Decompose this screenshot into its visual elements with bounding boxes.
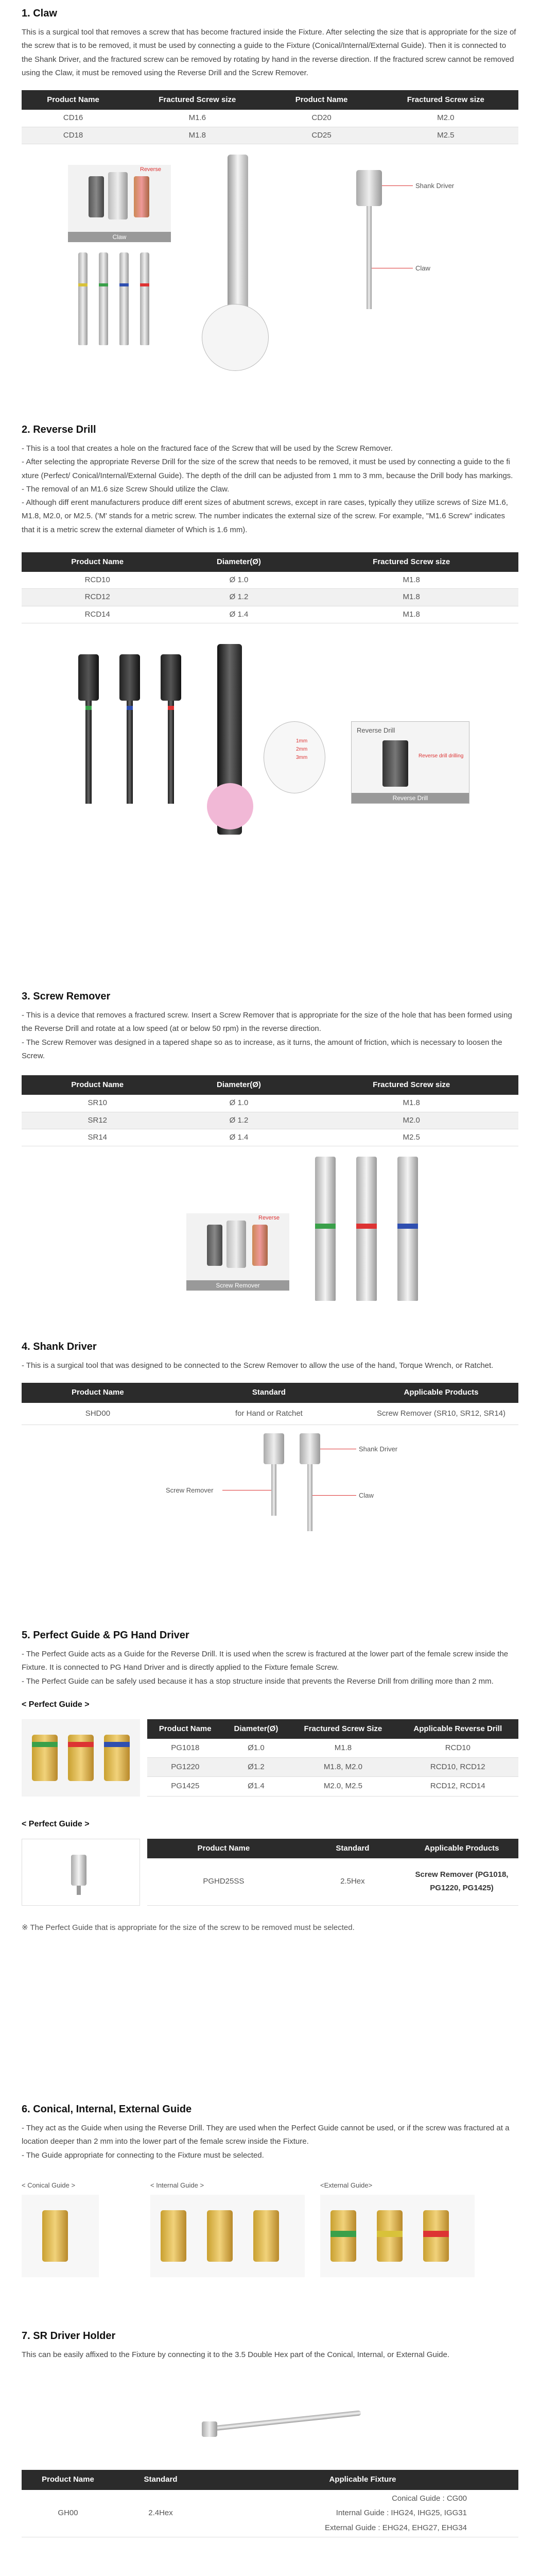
external-guide — [320, 2180, 490, 2277]
cell: Ø 1.0 — [173, 1095, 305, 1112]
cell: M1.8 — [304, 606, 518, 623]
cell: M1.8 — [304, 589, 518, 606]
th-standard: Standard — [174, 1383, 364, 1402]
cell: RCD12 — [22, 589, 173, 606]
drilling-box — [351, 721, 469, 804]
cell: Ø1.0 — [223, 1739, 289, 1758]
reverse-drill-label: Reverse Drill — [357, 726, 395, 734]
cell: Ø 1.0 — [173, 572, 305, 589]
th-fractured-size: Fractured Screw size — [125, 90, 270, 110]
th-applicable-fixture: Applicable Fixture — [207, 2470, 518, 2489]
th-diameter: Diameter(Ø) — [173, 1075, 305, 1095]
reverse-drill-table — [22, 552, 518, 623]
cell: Ø 1.4 — [173, 606, 305, 623]
perfect-guide-image — [22, 1719, 140, 1797]
cell: M2.0 — [373, 110, 518, 127]
cell — [207, 2490, 518, 2537]
external-guide-label: <External Guide> — [320, 2181, 373, 2189]
guides-para: - The Guide appropriate for connecting to the Fixture must be selected. — [22, 2150, 264, 2160]
shank-driver-description: - This is a surgical tool that was designed to be connected to the Screw Remover to allow the use of the hand, Torque Wrench, or Ratchet. — [22, 1361, 494, 1370]
th-fractured-size: Fractured Screw size — [373, 90, 518, 110]
claw-pins — [73, 252, 166, 355]
cell: M1.8, M2.0 — [289, 1758, 397, 1777]
cell: CD25 — [270, 127, 373, 144]
claw-label: Claw — [415, 264, 430, 272]
claw-description: This is a surgical tool that removes a screw that has become fractured inside the Fixture. After selecting the size that is appropriate for the size of the screw that is to be removed, it must be used by connecting a guide to the Fixture (Conical/Internal/External Guide). Then it is connected to the Shank Driver, and the fractured screw can be removed by rotating by hand in the reverse direction. If the fractured screw cannot be removed using the Claw, it must be removed using the Reverse Drill and the Screw Remover. — [22, 28, 516, 77]
cell: 2.4Hex — [114, 2490, 207, 2537]
th-fractured-size: Fractured Screw Size — [289, 1719, 397, 1739]
shank-driver-label: Shank Driver — [359, 1445, 398, 1453]
sr-holder-section — [22, 2329, 518, 2576]
drilling-label: Reverse drill drilling — [419, 753, 464, 759]
internal-guide-label: < Internal Guide > — [150, 2181, 204, 2189]
th-product-name: Product Name — [147, 1719, 223, 1739]
reverse-label: Reverse — [140, 166, 161, 173]
shank-driver-table — [22, 1383, 518, 1425]
cell: Screw Remover (PG1018, PG1220, PG1425) — [405, 1858, 518, 1905]
table-row — [22, 1129, 518, 1146]
fixture-image — [68, 165, 171, 232]
claw-shank-image — [356, 170, 382, 206]
cell: RCD12, RCD14 — [397, 1777, 518, 1796]
internal-guide — [150, 2180, 320, 2277]
table-row — [22, 2490, 518, 2537]
table-row — [147, 1739, 518, 1758]
th-product-name: Product Name — [270, 90, 373, 110]
th-diameter: Diameter(Ø) — [173, 552, 305, 572]
cell: SR12 — [22, 1112, 173, 1129]
shank-driver-illustration — [22, 1433, 518, 1562]
cell: 2.5Hex — [300, 1858, 405, 1905]
cell: PG1220 — [147, 1758, 223, 1777]
cell: Ø 1.2 — [173, 589, 305, 606]
screw-remover-section — [22, 989, 518, 1340]
screw-remover-illustration — [22, 1157, 518, 1311]
th-product-name: Product Name — [147, 1839, 300, 1858]
perfect-guide-para: - The Perfect Guide acts as a Guide for the Reverse Drill. It is used when the screw is fractured at the lower part of the female screw inside the Fixture. It is connected to PG Hand Driver and is directly applied to the Fixture female Screw. — [22, 1650, 509, 1672]
cell: Ø 1.4 — [173, 1129, 305, 1146]
cell: Ø1.4 — [223, 1777, 289, 1796]
th-standard: Standard — [114, 2470, 207, 2489]
cell: M2.5 — [373, 127, 518, 144]
cell: M2.0 — [304, 1112, 518, 1129]
drill-marks: 1mm 2mm 3mm — [296, 738, 308, 760]
remover-caption: Screw Remover — [186, 1280, 289, 1291]
sr-holder-table — [22, 2470, 518, 2537]
reverse-drill-para: - The removal of an M1.6 size Screw Should utilize the Claw. — [22, 484, 230, 494]
perfect-guide-subtitle: < Perfect Guide > — [22, 1819, 90, 1828]
conical-guide-label: < Conical Guide > — [22, 2181, 76, 2189]
section-title: 5. Perfect Guide & PG Hand Driver — [22, 1630, 189, 1641]
zoom-circle-pink — [207, 783, 253, 829]
guides-para: - They act as the Guide when using the Reverse Drill. They are used when the Perfect Guide cannot be used, or if the screw was fractured at a location deeper than 2 mm into the lower part of the female screw inside the Fixture. — [22, 2124, 510, 2146]
shank-driver-section — [22, 1340, 518, 1628]
cell: RCD10, RCD12 — [397, 1758, 518, 1777]
reverse-drill-para: - Although diff erent manufacturers produce diff erent sizes of abutment screws, except in rare cases, typically they utilize screws of Size M1.6, M1.8, M2.0, or M2.5. ('M' stands for a metric screw. The number indicates the external size of the screw. For example, "M1.6 Screw" indicates that it is a metric screw the external diameter of Which is 1.6 mm). — [22, 498, 508, 534]
section-title: 7. SR Driver Holder — [22, 2330, 116, 2342]
cell: SR10 — [22, 1095, 173, 1112]
th-fractured-size: Fractured Screw size — [304, 1075, 518, 1095]
table-row — [147, 1777, 518, 1796]
table-row — [22, 127, 518, 144]
cell: M1.8 — [289, 1739, 397, 1758]
reverse-drill-illustration — [22, 644, 518, 860]
perfect-guide-para: - The Perfect Guide can be safely used because it has a stop structure inside that prevents the Reverse Drill from drilling more than 2 mm. — [22, 1676, 494, 1686]
th-fractured-size: Fractured Screw size — [304, 552, 518, 572]
th-applicable: Applicable Products — [405, 1839, 518, 1858]
th-product-name: Product Name — [22, 1383, 174, 1402]
perfect-guide-section — [22, 1628, 518, 2102]
claw-label: Claw — [359, 1491, 374, 1499]
cell: CD16 — [22, 110, 125, 127]
table-row — [22, 1112, 518, 1129]
guides-section — [22, 2102, 518, 2329]
cell: PG1425 — [147, 1777, 223, 1796]
cell: RCD10 — [22, 572, 173, 589]
th-applicable: Applicable Products — [364, 1383, 518, 1402]
cell: Ø 1.2 — [173, 1112, 305, 1129]
cell: M1.6 — [125, 110, 270, 127]
reverse-drill-para: - After selecting the appropriate Reverse Drill for the size of the screw that needs to be removed, it must be used by connecting a guide to the fi xture (Perfect/ Conical/Internal/External Guide). The depth of the drill can be adjusted from 1 mm to 3 mm, because the Drill body has markings. — [22, 457, 513, 480]
fixture-line: Internal Guide : IHG24, IHG25, IGG31 — [336, 2509, 467, 2517]
perfect-guide-table — [147, 1719, 518, 1797]
pg-hand-driver-image — [22, 1839, 140, 1906]
section-title: 3. Screw Remover — [22, 991, 111, 1002]
cell: PG1018 — [147, 1739, 223, 1758]
cell: M1.8 — [304, 572, 518, 589]
cell: SR14 — [22, 1129, 173, 1146]
reverse-label: Reverse — [258, 1215, 280, 1221]
screw-remover-para: - The Screw Remover was designed in a tapered shape so as to increase, as it turns, the amount of friction, which is necessary to loosen the Screw. — [22, 1038, 502, 1060]
cell: for Hand or Ratchet — [174, 1403, 364, 1425]
claw-illustration — [22, 155, 518, 376]
fixture-line: External Guide : EHG24, EHG27, EHG34 — [325, 2523, 467, 2532]
claw-table — [22, 90, 518, 144]
cell: M2.0, M2.5 — [289, 1777, 397, 1796]
shank-driver-label: Shank Driver — [415, 181, 455, 190]
th-product-name: Product Name — [22, 1075, 173, 1095]
screw-remover-table — [22, 1075, 518, 1146]
table-row — [147, 1758, 518, 1777]
perfect-guide-subtitle: < Perfect Guide > — [22, 1700, 90, 1709]
sr-holder-illustration — [22, 2377, 518, 2465]
section-title: 6. Conical, Internal, External Guide — [22, 2104, 192, 2115]
zoom-circle — [202, 304, 269, 371]
cell: GH00 — [22, 2490, 114, 2537]
table-row — [147, 1858, 518, 1905]
cell: M1.8 — [304, 1095, 518, 1112]
cell: CD20 — [270, 110, 373, 127]
cell: Screw Remover (SR10, SR12, SR14) — [364, 1403, 518, 1425]
claw-caption-box: Claw — [68, 232, 171, 242]
table-row — [22, 572, 518, 589]
fixture-line: Conical Guide : CG00 — [392, 2494, 467, 2503]
cell: RCD14 — [22, 606, 173, 623]
screw-remover-label: Screw Remover — [166, 1486, 214, 1494]
cell: PGHD25SS — [147, 1858, 300, 1905]
cell: Ø1.2 — [223, 1758, 289, 1777]
reverse-drill-caption: Reverse Drill — [352, 793, 469, 803]
section-title: 4. Shank Driver — [22, 1341, 97, 1352]
drills-image — [68, 654, 222, 819]
th-standard: Standard — [300, 1839, 405, 1858]
cell: SHD00 — [22, 1403, 174, 1425]
table-row — [22, 606, 518, 623]
screw-remover-para: - This is a device that removes a fractured screw. Insert a Screw Remover that is appropriate for the size of the hole that has been formed using the Reverse Drill and rotate at a low speed (at or below 50 rpm) in the reverse direction. — [22, 1011, 512, 1033]
table-row — [22, 1095, 518, 1112]
remover-pins — [310, 1157, 433, 1306]
table-row — [22, 589, 518, 606]
section-title: 1. Claw — [22, 8, 57, 19]
cell: RCD10 — [397, 1739, 518, 1758]
section-title: 2. Reverse Drill — [22, 424, 96, 435]
cell: CD18 — [22, 127, 125, 144]
table-row — [22, 110, 518, 127]
pg-hand-driver-table — [147, 1839, 518, 1906]
table-row — [22, 1403, 518, 1425]
th-product-name: Product Name — [22, 90, 125, 110]
th-applicable-drill: Applicable Reverse Drill — [397, 1719, 518, 1739]
th-diameter: Diameter(Ø) — [223, 1719, 289, 1739]
th-product-name: Product Name — [22, 552, 173, 572]
shank-driver-image — [228, 155, 248, 325]
remover-fixture — [186, 1213, 289, 1280]
perfect-guide-note: ※ The Perfect Guide that is appropriate for the size of the screw to be removed must be selected. — [22, 1923, 355, 1932]
reverse-drill-section — [22, 422, 518, 989]
drill-zoom — [264, 721, 325, 793]
cell: M1.8 — [125, 127, 270, 144]
conical-guide — [22, 2180, 150, 2277]
claw-section — [22, 0, 518, 422]
reverse-drill-para: - This is a tool that creates a hole on the fractured face of the Screw that will be used by the Screw Remover. — [22, 444, 393, 453]
sr-holder-description: This can be easily affixed to the Fixture by connecting it to the 3.5 Double Hex part of the Conical, Internal, or External Guide. — [22, 2350, 450, 2359]
th-product-name: Product Name — [22, 2470, 114, 2489]
cell: M2.5 — [304, 1129, 518, 1146]
